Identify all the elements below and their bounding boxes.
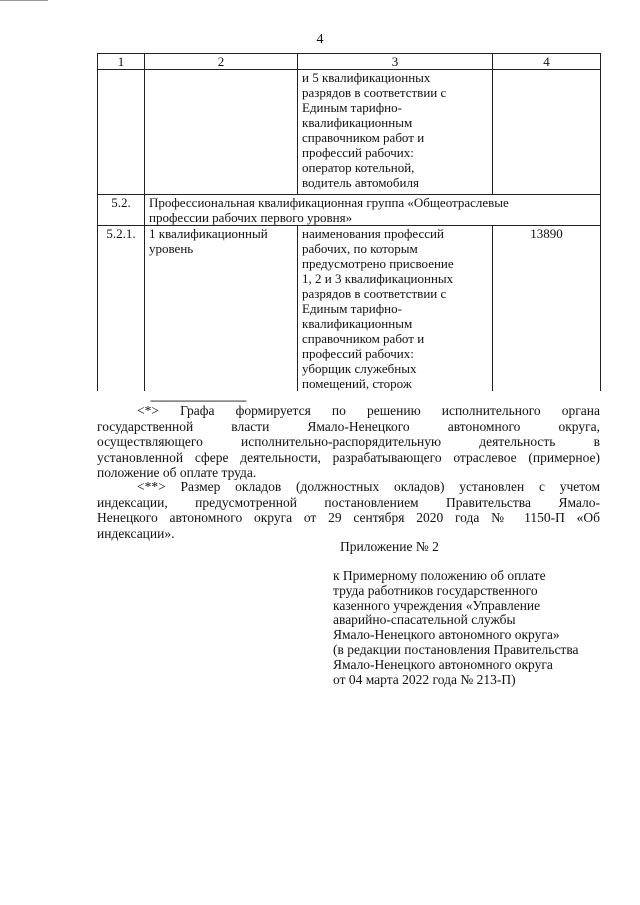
table-header-row [98, 54, 601, 70]
table-row-section [98, 195, 601, 226]
table-row [98, 226, 601, 392]
page-number: 4 [316, 32, 324, 47]
salary-value: 13890 [493, 226, 601, 392]
salary-table [97, 53, 601, 391]
cell-professions-continued: и 5 квалификационных разрядов в соответствии с Единым тарифно- квалификационным справочником работ и профессий рабочих: оператор котельной, водитель автомобиля [298, 70, 493, 195]
section-title: Профессиональная квалификационная группа «Общеотраслевые профессии рабочих первого уровня» [145, 195, 601, 226]
header-col-1: 1 [98, 54, 145, 70]
header-col-3: 3 [298, 54, 493, 70]
footnote-2: <**> Размер окладов (должностных окладов) установлен с учетом индексации, предусмотренной постановлением Правительства Ямало- Ненецкого автономного округа от 29 сентября 2020 года № 1150-П «Об индексации». [97, 479, 600, 541]
header-col-4: 4 [493, 54, 601, 70]
row-number: 5.2.1. [98, 226, 145, 392]
footnote-separator: -------------------------------- [150, 393, 246, 407]
cell-empty [493, 70, 601, 195]
row-number: 5.2. [98, 195, 145, 226]
cell-empty [98, 70, 145, 195]
table-row-continued [98, 70, 601, 195]
appendix-text: к Примерному положению об оплате труда работников государственного казенного учреждения «Управление аварийно-спасательной службы Ямало-Ненецкого автономного округа» (в редакции постановления Правительства Ямало-Ненецкого автономного округа от 04 марта 2022 года № 213-П) [333, 568, 579, 687]
appendix-title: Приложение № 2 [340, 539, 439, 554]
qualification-level: 1 квалификационный уровень [145, 226, 298, 392]
professions-list: наименования профессий рабочих, по которым предусмотрено присвоение 1, 2 и 3 квалификационных разрядов в соответствии с Единым тарифно- квалификационным справочником работ и профессий рабочих: уборщик служебных помещений, сторож [298, 226, 493, 392]
header-col-2: 2 [145, 54, 298, 70]
cell-empty [145, 70, 298, 195]
footnote-1: <*> Графа формируется по решению исполнительного органа государственной власти Ямало-Ненецкого автономного округа, осуществляющего исполнительно-распорядительную деятельность в установленной сфере деятельности, разрабатывающего отраслевое (примерное) положение об оплате труда. [97, 403, 600, 480]
top-edge-mark [0, 0, 48, 1]
